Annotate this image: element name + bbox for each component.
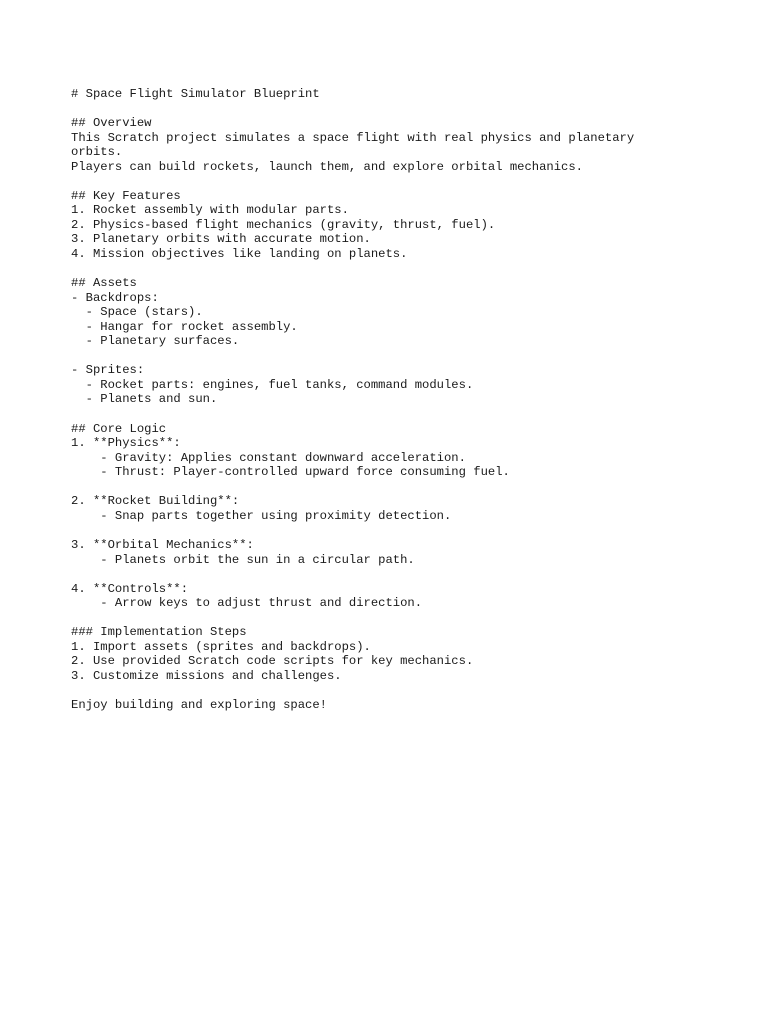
overview-text-line: orbits. bbox=[71, 145, 123, 160]
sprites-item: - Sprites: bbox=[71, 363, 145, 378]
doc-title: # Space Flight Simulator Blueprint bbox=[71, 87, 320, 101]
core-logic-subitem: - Gravity: Applies constant downward acceleration. bbox=[71, 450, 466, 465]
core-logic-item: 1. **Physics**: bbox=[71, 436, 181, 451]
key-features-heading: ## Key Features bbox=[71, 188, 181, 203]
core-logic-subitem: - Thrust: Player-controlled upward force consuming fuel. bbox=[71, 465, 510, 480]
implementation-step: 1. Import assets (sprites and backdrops). bbox=[71, 639, 371, 654]
blank-line bbox=[71, 407, 711, 422]
feature-list-item: 1. Rocket assembly with modular parts. bbox=[71, 203, 349, 218]
sprite-subitem: - Rocket parts: engines, fuel tanks, command modules. bbox=[71, 377, 474, 392]
feature-list-item: 2. Physics-based flight mechanics (gravity, thrust, fuel). bbox=[71, 217, 496, 232]
blank-line bbox=[71, 480, 711, 495]
implementation-step: 2. Use provided Scratch code scripts for key mechanics. bbox=[71, 654, 474, 669]
blank-line bbox=[71, 683, 711, 698]
feature-list-item: 3. Planetary orbits with accurate motion. bbox=[71, 232, 371, 247]
backdrop-subitem: - Space (stars). bbox=[71, 305, 203, 320]
sprite-subitem: - Planets and sun. bbox=[71, 392, 218, 407]
blank-line bbox=[71, 611, 711, 626]
blank-line bbox=[71, 102, 711, 117]
implementation-heading: ### Implementation Steps bbox=[71, 625, 247, 640]
document-body bbox=[71, 87, 711, 713]
blank-line bbox=[71, 262, 711, 277]
overview-text-line: Players can build rockets, launch them, and explore orbital mechanics. bbox=[71, 159, 583, 174]
blank-line bbox=[71, 349, 711, 364]
core-logic-subitem: - Planets orbit the sun in a circular path. bbox=[71, 552, 415, 567]
backdrops-item: - Backdrops: bbox=[71, 290, 159, 305]
overview-text-line: This Scratch project simulates a space flight with real physics and planetary bbox=[71, 130, 635, 145]
core-logic-subitem: - Arrow keys to adjust thrust and direction. bbox=[71, 596, 423, 611]
core-logic-item: 4. **Controls**: bbox=[71, 581, 189, 596]
core-logic-item: 2. **Rocket Building**: bbox=[71, 494, 240, 509]
backdrop-subitem: - Hangar for rocket assembly. bbox=[71, 319, 298, 334]
overview-heading: ## Overview bbox=[71, 116, 152, 131]
core-logic-item: 3. **Orbital Mechanics**: bbox=[71, 537, 254, 552]
assets-heading: ## Assets bbox=[71, 276, 137, 291]
feature-list-item: 4. Mission objectives like landing on planets. bbox=[71, 247, 408, 262]
closing-line: Enjoy building and exploring space! bbox=[71, 697, 327, 712]
backdrop-subitem: - Planetary surfaces. bbox=[71, 334, 240, 349]
blank-line bbox=[71, 174, 711, 189]
blank-line bbox=[71, 523, 711, 538]
blank-line bbox=[71, 567, 711, 582]
core-logic-subitem: - Snap parts together using proximity detection. bbox=[71, 508, 452, 523]
implementation-step: 3. Customize missions and challenges. bbox=[71, 668, 342, 683]
core-logic-heading: ## Core Logic bbox=[71, 421, 167, 436]
